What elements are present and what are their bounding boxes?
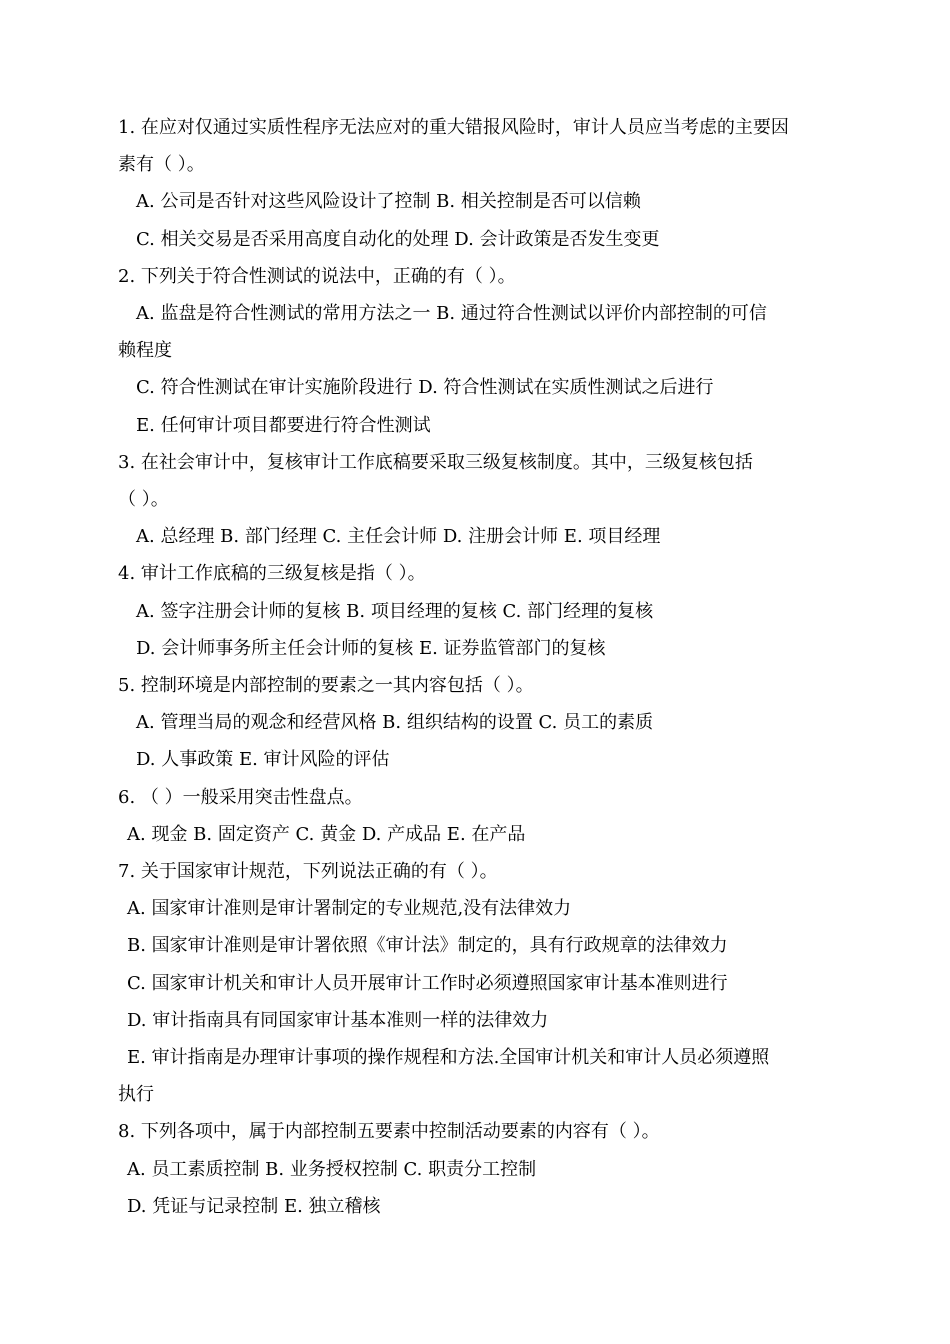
text-line: A. 国家审计准则是审计署制定的专业规范,没有法律效力 <box>127 898 572 920</box>
text-line: 赖程度 <box>118 340 172 362</box>
text-line: 7. 关于国家审计规范，下列说法正确的有（ ）。 <box>118 861 498 882</box>
text-line: A. 签字注册会计师的复核 B. 项目经理的复核 C. 部门经理的复核 <box>136 600 654 622</box>
text-line: E. 任何审计项目都要进行符合性测试 <box>136 414 431 436</box>
text-line: D. 凭证与记录控制 E. 独立稽核 <box>127 1195 381 1217</box>
text-line: B. 国家审计准则是审计署依照《审计法》制定的，具有行政规章的法律效力 <box>127 935 728 957</box>
text-line: E. 审计指南是办理审计事项的操作规程和方法.全国审计机关和审计人员必须遵照 <box>127 1047 770 1068</box>
text-line: C. 相关交易是否采用高度自动化的处理 D. 会计政策是否发生变更 <box>136 228 660 250</box>
text-line: 3. 在社会审计中，复核审计工作底稿要采取三级复核制度。其中，三级复核包括 <box>118 451 753 473</box>
text-line: A. 管理当局的观念和经营风格 B. 组织结构的设置 C. 员工的素质 <box>136 712 654 734</box>
text-line: 1. 在应对仅通过实质性程序无法应对的重大错报风险时，审计人员应当考虑的主要因 <box>118 117 789 138</box>
text-line: A. 总经理 B. 部门经理 C. 主任会计师 D. 注册会计师 E. 项目经理 <box>136 526 661 548</box>
text-line: 2. 下列关于符合性测试的说法中，正确的有（ ）。 <box>118 265 516 287</box>
text-line: A. 公司是否针对这些风险设计了控制 B. 相关控制是否可以信赖 <box>136 191 641 213</box>
text-line: 执行 <box>118 1084 154 1106</box>
text-line: D. 会计师事务所主任会计师的复核 E. 证券监管部门的复核 <box>136 637 606 659</box>
text-line: （ ）。 <box>118 489 169 510</box>
text-line: 4. 审计工作底稿的三级复核是指（ ）。 <box>118 563 426 585</box>
text-line: C. 符合性测试在审计实施阶段进行 D. 符合性测试在实质性测试之后进行 <box>136 377 714 399</box>
text-line: D. 审计指南具有同国家审计基本准则一样的法律效力 <box>127 1009 549 1031</box>
text-line: C. 国家审计机关和审计人员开展审计工作时必须遵照国家审计基本准则进行 <box>127 972 728 994</box>
text-line: 6. （ ）一般采用突击性盘点。 <box>118 786 363 808</box>
text-line: 8. 下列各项中，属于内部控制五要素中控制活动要素的内容有（ ）。 <box>118 1121 660 1143</box>
text-line: 5. 控制环境是内部控制的要素之一其内容包括（ ）。 <box>118 675 534 696</box>
text-line: A. 员工素质控制 B. 业务授权控制 C. 职责分工控制 <box>127 1158 537 1180</box>
text-line: 素有（ ）。 <box>118 154 205 176</box>
text-line: A. 监盘是符合性测试的常用方法之一 B. 通过符合性测试以评价内部控制的可信 <box>136 303 767 324</box>
text-line: A. 现金 B. 固定资产 C. 黄金 D. 产成品 E. 在产品 <box>127 823 526 845</box>
text-line: D. 人事政策 E. 审计风险的评估 <box>136 749 390 771</box>
